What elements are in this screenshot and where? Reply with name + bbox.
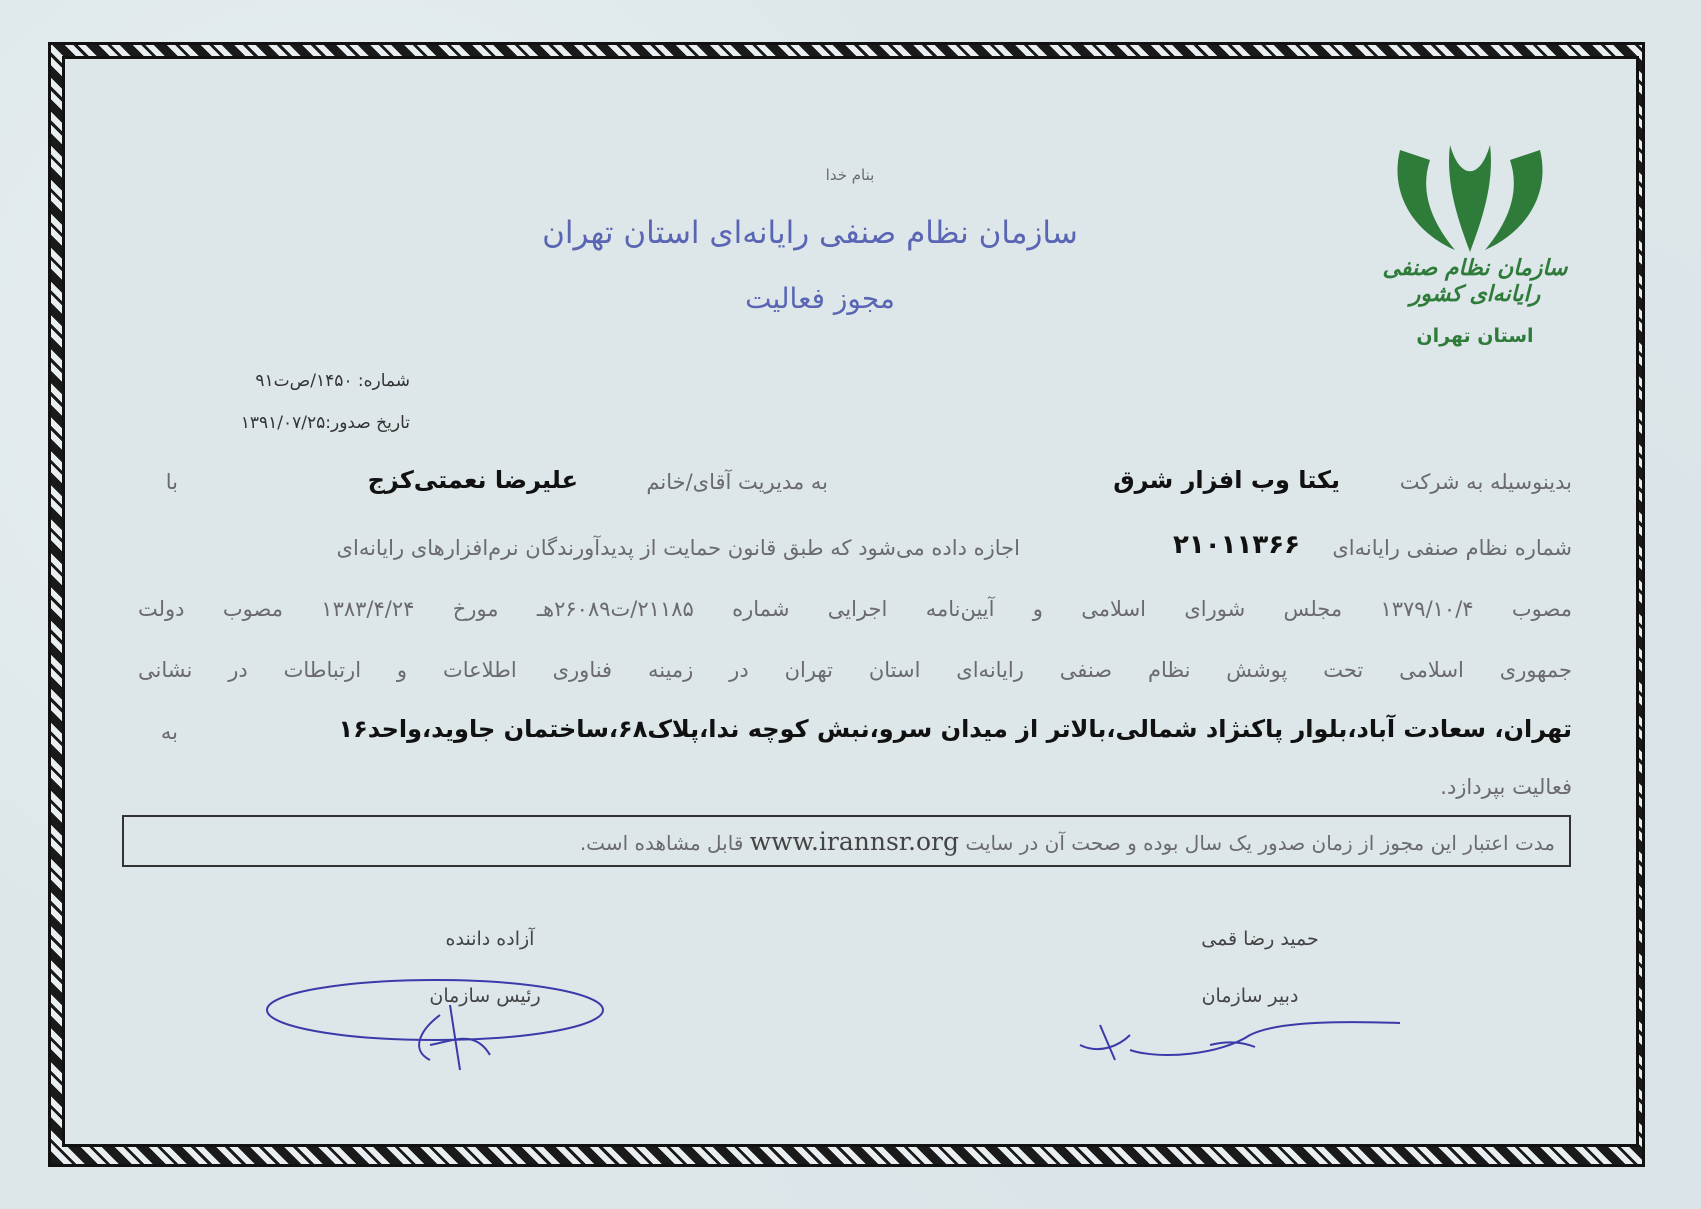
manager-name: علیرضا نعمتی‌کزج	[367, 466, 578, 494]
member-number: ۲۱۰۱۱۳۶۶	[1173, 530, 1300, 560]
bismillah: بنام خدا	[825, 166, 875, 184]
left-signer-role: آزاده دانند‌ه	[445, 928, 535, 950]
body-line2-suffix: اجازه داده می‌شود که طبق قانون حمایت از پدیدآورندگان نرم‌افزارهای رایانه‌ای	[336, 536, 1020, 560]
right-signer-title: دبیر سازمان	[1201, 985, 1299, 1007]
body-line1-prefix: بدینوسیله به شرکت	[1399, 470, 1572, 494]
address: تهران، سعادت آباد،بلوار پاکنژاد شمالی،بالاتر از میدان سرو،نبش کوچه ندا،پلاک۶۸،ساختمان جاوید،واحد۱۶	[338, 715, 1572, 743]
page-title: مجوز فعالیت	[745, 282, 895, 315]
issue-date: تاریخ صدور:۱۳۹۱/۰۷/۲۵	[240, 413, 410, 433]
logo-province: استان تهران	[1416, 325, 1534, 347]
logo-caption: سازمان نظام صنفی رایانه‌ای کشور	[1382, 255, 1568, 307]
left-signer-title: رئیس سازمان	[429, 985, 541, 1007]
validity-text-before: مدت اعتبار این مجوز از زمان صدور یک سال بوده و صحت آن در سایت	[965, 831, 1555, 855]
company-name: یکتا وب افزار شرق	[1113, 466, 1340, 494]
validity-text-after: قابل مشاهده است.	[579, 831, 744, 855]
body-line1-suffix: با	[165, 470, 178, 494]
validity-website-link[interactable]: www.irannsr.org	[749, 827, 959, 856]
right-signature-icon	[1070, 1005, 1410, 1075]
left-signature-icon	[260, 960, 620, 1080]
body-line6: فعالیت بپردازد.	[1440, 775, 1572, 799]
right-signer-name: حمید رضا قمی	[1201, 928, 1319, 950]
body-line4: جمهوری اسلامی تحت پوشش نظام صنفی رایانه‌ای استان تهران در زمینه فناوری اطلاعات و ارتباطات در نشانی	[138, 658, 1572, 682]
body-line1-mid: به مدیریت آقای/خانم	[646, 470, 828, 494]
logo-flame-icon	[1360, 140, 1580, 260]
license-number: شماره: ۱۴۵۰/ص‌ت۹۱	[255, 371, 410, 391]
validity-text	[130, 827, 1555, 856]
body-line3: مصوب ۱۳۷۹/۱۰/۴ مجلس شورای اسلامی و آیین‌نامه اجرایی شماره ۲۱۱۸۵/ت۲۶۰۸۹هـ مورخ ۱۳۸۳/۴/۲۴ مصوب دولت	[138, 597, 1572, 621]
body-line5-suffix: به	[160, 720, 178, 744]
body-line2-prefix: شماره نظام صنفی رایانه‌ای	[1332, 536, 1572, 560]
organization-title: سازمان نظام صنفی رایانه‌ای استان تهران	[542, 215, 1078, 251]
